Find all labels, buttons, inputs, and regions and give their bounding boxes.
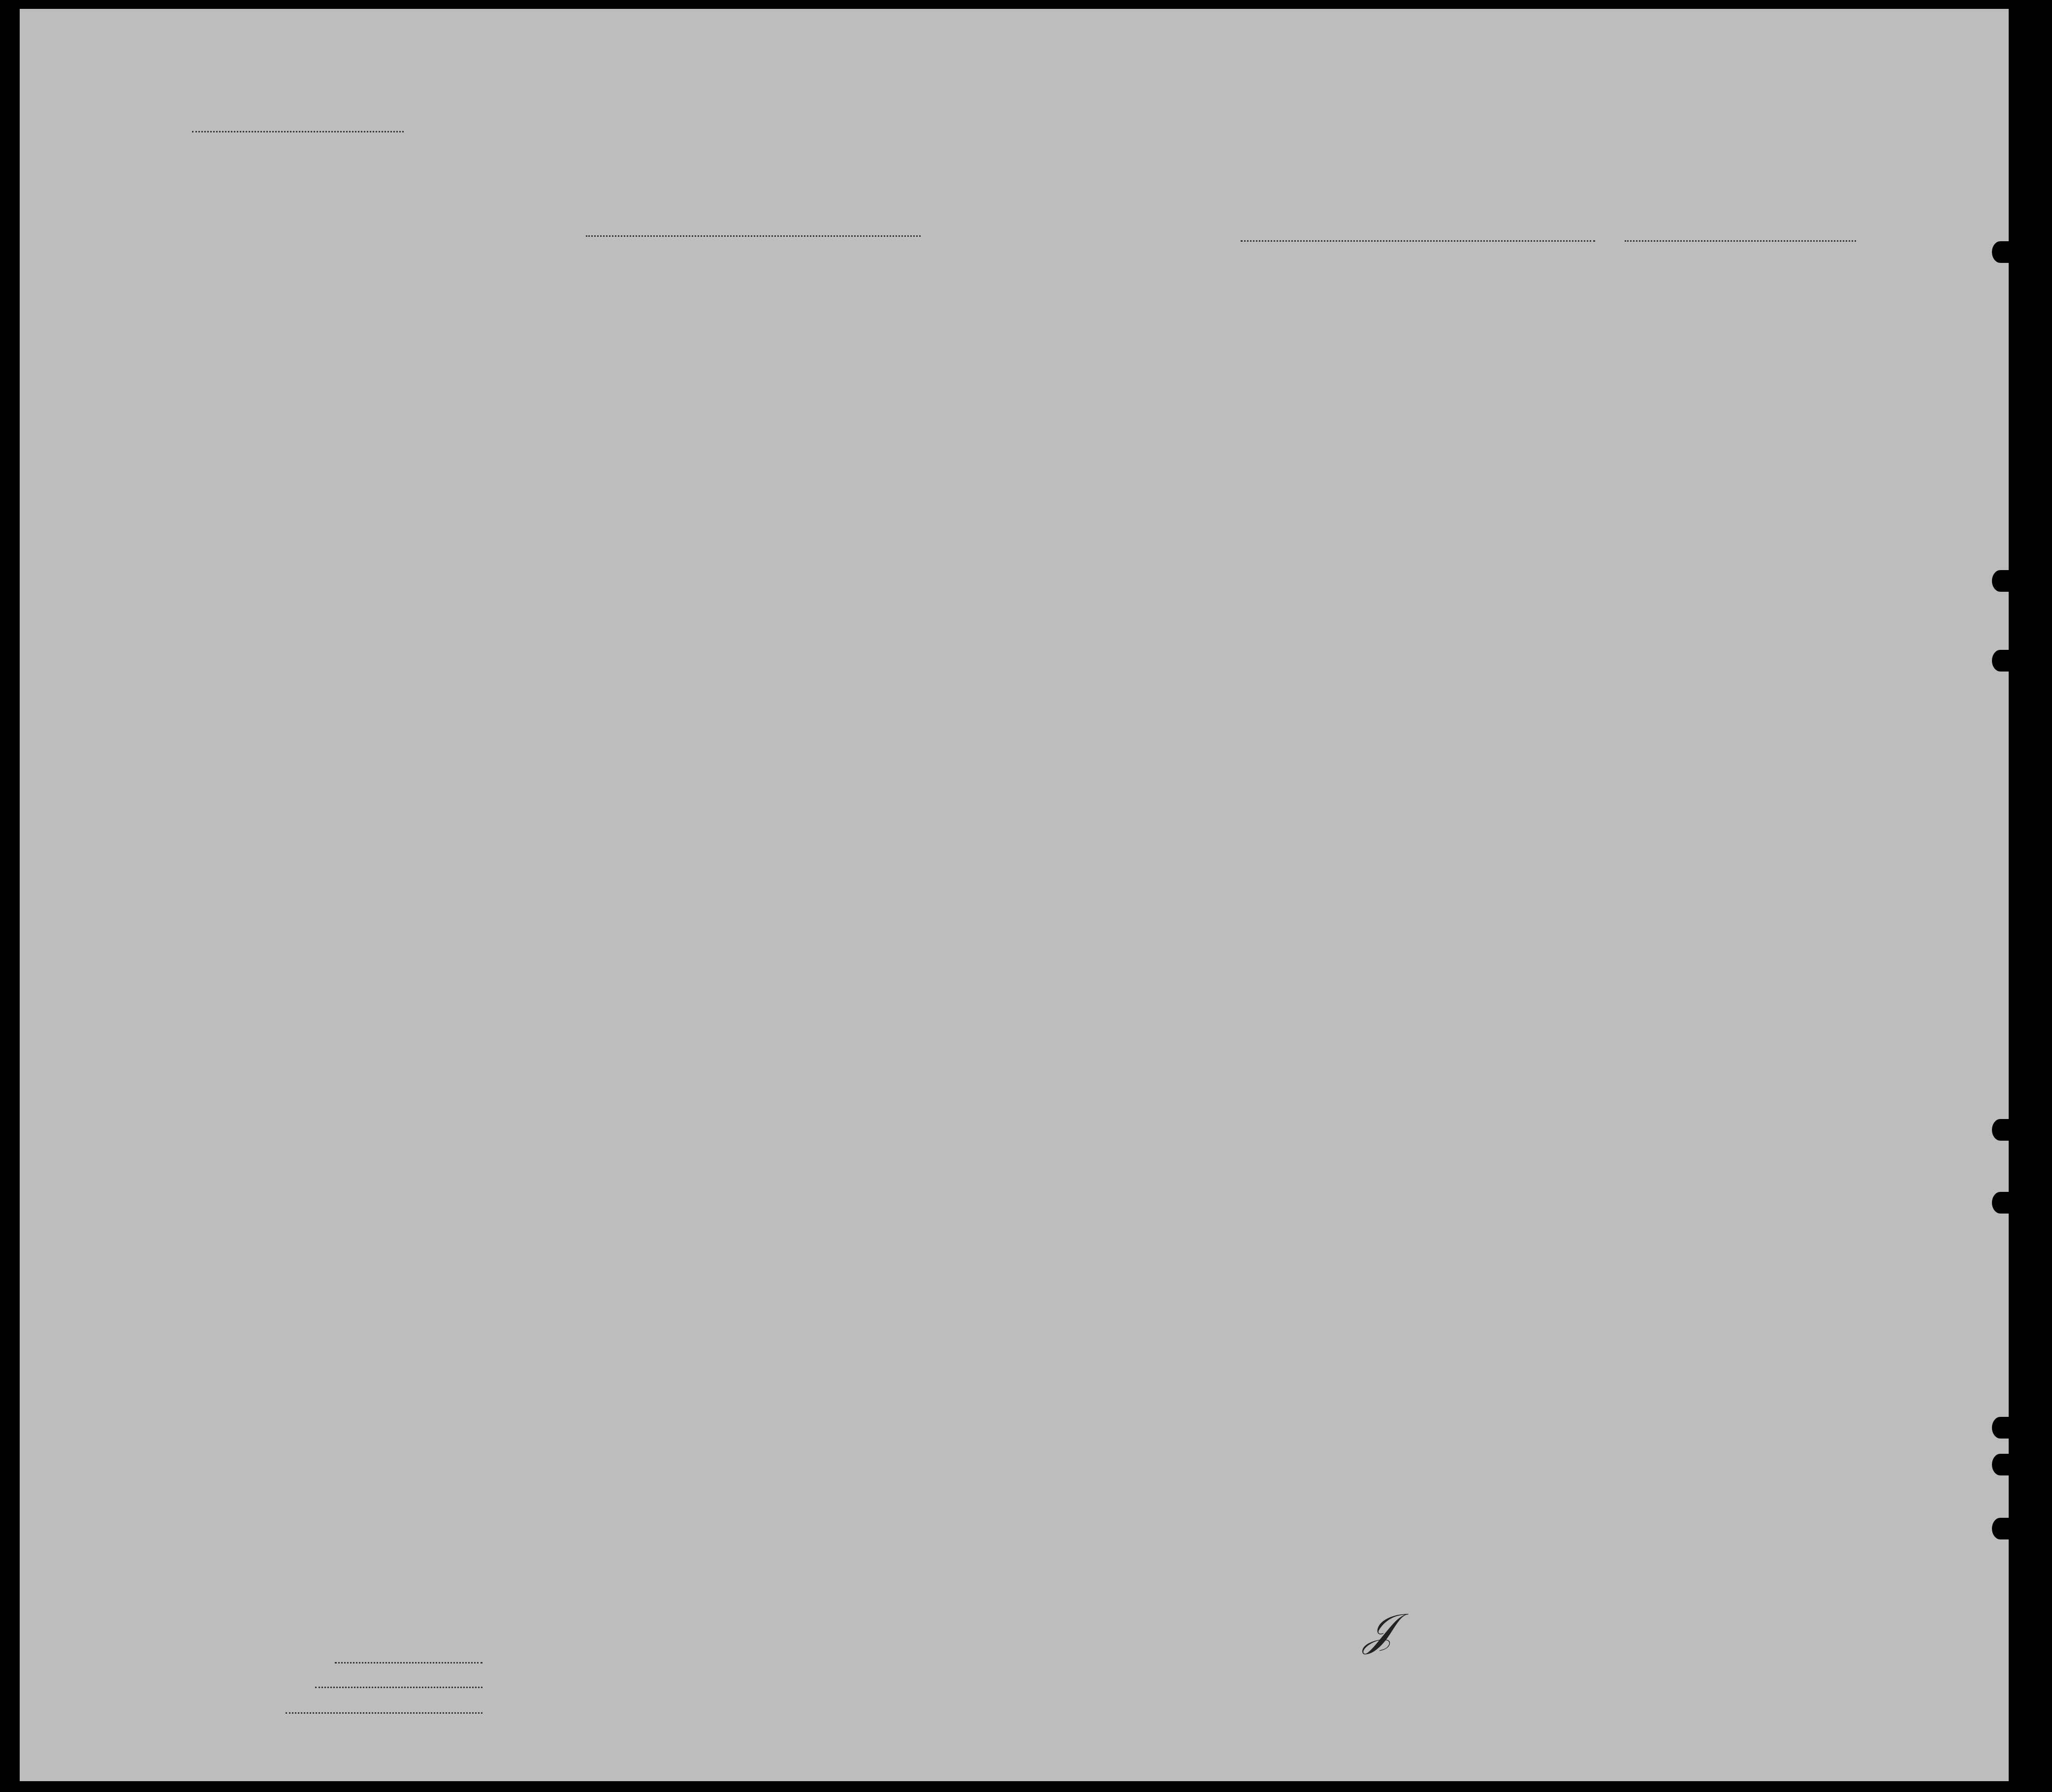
binder-hole [1992,1518,2009,1539]
aliens-underline [286,1712,482,1714]
binder-hole [1992,650,2009,672]
binder-hole [1992,1417,2009,1439]
citizens-underline [315,1687,482,1688]
manifest-sheet [20,9,2009,1781]
binder-hole [1992,1454,2009,1475]
manifest-grid [20,9,2009,1781]
binder-hole [1992,1192,2009,1214]
binder-hole [1992,241,2009,263]
purser-signature: 𝒥 [1364,1604,1395,1656]
binder-hole [1992,570,2009,592]
total-underline [335,1662,482,1664]
binder-hole [1992,1119,2009,1141]
